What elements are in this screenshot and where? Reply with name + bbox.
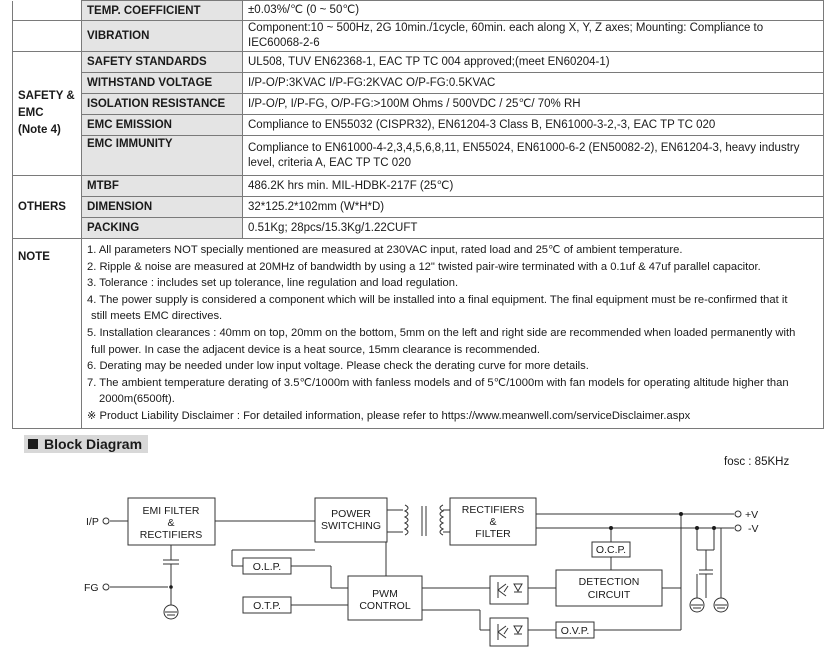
block-diagram [0,470,830,650]
spec-label: PACKING [82,218,243,239]
note-line: 3. Tolerance : includes set up tolerance, line regulation and load regulation. [87,277,459,290]
vminus-terminal [735,525,741,531]
light-arrow-icon [504,628,508,634]
spec-value: ±0.03%/℃ (0 ~ 50℃) [243,1,824,21]
emi-label-2: & [167,517,175,529]
spec-label: DIMENSION [82,197,243,218]
ps-label-2: SWITCHING [320,520,382,532]
spec-label: EMC IMMUNITY [82,136,243,176]
spec-value: Compliance to EN61000-4-2,3,4,5,6,8,11, EN55024, EN61000-6-2 (EN50082-2), EN61204-3, heavy industry level, criteria A, EAC TP TC 020 [243,136,824,176]
pwm-label-1: PWM [372,588,398,600]
spec-value: UL508, TUV EN62368-1, EAC TP TC 004 approved;(meet EN60204-1) [243,52,824,73]
ip-terminal [103,518,109,524]
spec-value: I/P-O/P, I/P-FG, O/P-FG:>100M Ohms / 500VDC / 25℃/ 70% RH [243,94,824,115]
section-title: Block Diagram [44,436,143,452]
vminus-label: -V [748,523,759,535]
spec-label: TEMP. COEFFICIENT [82,1,243,21]
note-line: full power. In case the adjacent device is a heat source, 15mm clearance is recommended. [91,343,540,356]
spec-value: I/P-O/P:3KVAC I/P-FG:2KVAC O/P-FG:0.5KVAC [243,73,824,94]
vplus-terminal [735,511,741,517]
transformer-secondary-coil [440,505,443,535]
note-line: 1. All parameters NOT specially mentioned are measured at 230VAC input, rated load and 25℃ of ambient temperature. [87,244,683,256]
optocoupler-1 [490,576,528,604]
emi-label-1: EMI FILTER [142,505,200,517]
note-body [82,239,824,429]
note-line: 2. Ripple & noise are measured at 20MHz of bandwidth by using a 12" twisted pair-wire terminated with a 0.1uf & 47uf parallel capacitor. [87,260,761,273]
vplus-label: +V [745,509,759,521]
emi-label-3: RECTIFIERS [139,529,203,541]
spec-value: 32*125.2*102mm (W*H*D) [243,197,824,218]
note-line: 4. The power supply is considered a component which will be installed into a final equipment. The final equipment must be re-confirmed that it [87,293,788,306]
rf-label-2: & [489,516,497,528]
spec-value: 486.2K hrs min. MIL-HDBK-217F (25℃) [243,176,824,197]
olp-label: O.L.P. [252,561,282,573]
note-line: 6. Derating may be needed under low input voltage. Please check the derating curve for more details. [87,360,589,373]
detection-label-1: DETECTION [578,576,640,588]
spec-value: Component:10 ~ 500Hz, 2G 10min./1cycle, 60min. each along X, Y, Z axes; Mounting: Compliance to IEC60068-2-6 [243,21,824,52]
spec-label: EMC EMISSION [82,115,243,136]
spec-label: ISOLATION RESISTANCE [82,94,243,115]
group-label: OTHERS [18,201,66,213]
spec-label: WITHSTAND VOLTAGE [82,73,243,94]
spec-table [12,0,824,429]
spec-group-blank [13,1,82,21]
led-diode-icon [514,626,522,633]
group-label: NOTE [18,251,50,263]
led-diode-icon [514,584,522,591]
ovp-label: O.V.P. [560,625,590,637]
spec-value: Compliance to EN55032 (CISPR32), EN61204-3 Class B, EN61000-3-2,-3, EAC TP TC 020 [243,115,824,136]
spec-label: SAFETY STANDARDS [82,52,243,73]
group-label: SAFETY & EMC (Note 4) [18,90,75,136]
group-safety-emc [13,52,82,176]
ocp-label: O.C.P. [595,544,627,556]
group-others [13,176,82,239]
rf-label-3: FILTER [475,528,511,540]
fosc-label: fosc : 85KHz [724,456,790,468]
spec-label: VIBRATION [82,21,243,52]
spec-group-blank [13,21,82,52]
ps-label-1: POWER [331,508,371,520]
pwm-label-2: CONTROL [359,600,411,612]
group-note [13,239,82,429]
transformer-primary-coil [405,505,408,535]
spec-label: MTBF [82,176,243,197]
note-line: 2000m(6500ft). [99,393,175,406]
note-line: still meets EMC directives. [91,310,223,323]
fg-terminal [103,584,109,590]
disclaimer-line: ※ Product Liability Disclaimer : For detailed information, please refer to https://www.meanwell.com/serviceDisclaimer.aspx [87,409,691,422]
note-line: 7. The ambient temperature derating of 3.5℃/1000m with fanless models and of 5℃/1000m with fan models for operating altitude higher than [87,376,789,389]
detection-label-2: CIRCUIT [587,589,631,601]
optocoupler-2 [490,618,528,646]
square-bullet-icon [28,439,38,449]
ip-label: I/P [86,516,99,528]
otp-label: O.T.P. [253,600,281,612]
note-line: 5. Installation clearances : 40mm on top, 20mm on the bottom, 5mm on the left and right side are recommended when loaded permanently with [87,326,796,339]
block-diagram-heading [24,435,148,453]
light-arrow-icon [504,586,508,592]
spec-value: 0.51Kg; 28pcs/15.3Kg/1.22CUFT [243,218,824,239]
fg-label: FG [84,582,99,594]
rf-label-1: RECTIFIERS [461,504,525,516]
